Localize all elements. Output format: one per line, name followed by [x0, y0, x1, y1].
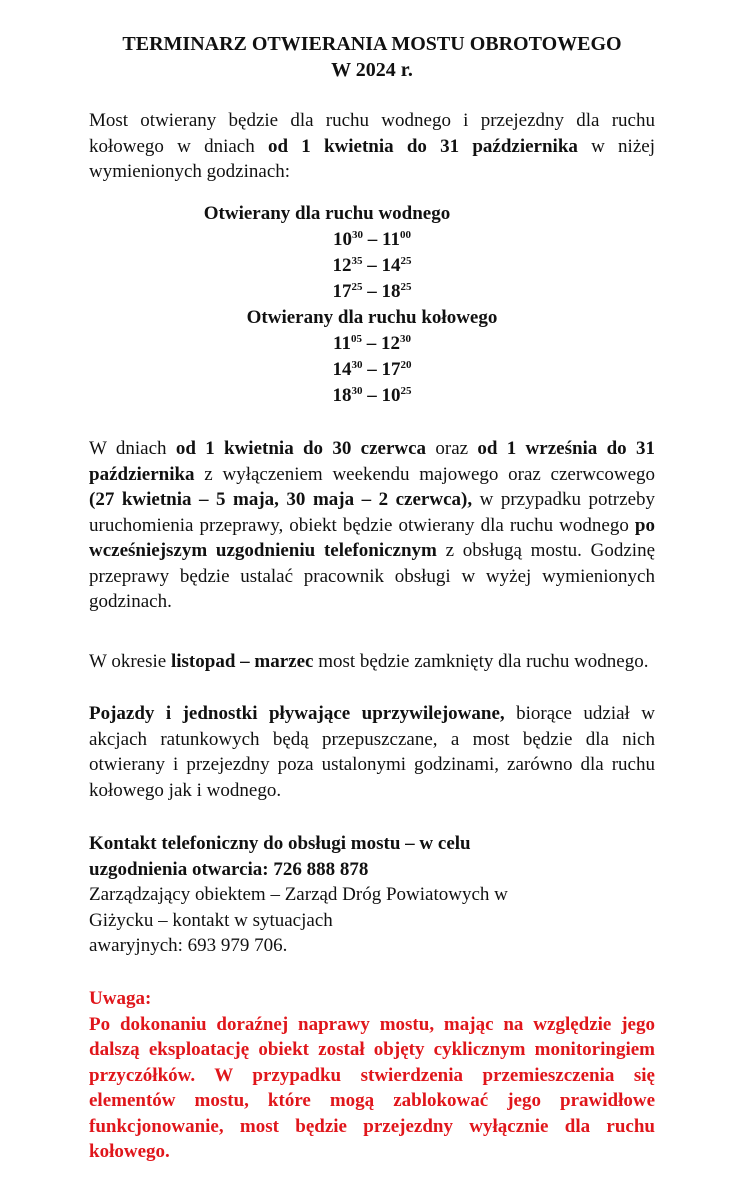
- contact-bold-line-1: Kontakt telefoniczny do obsługi mostu – w celu: [89, 833, 471, 854]
- road-time-slot: $14^{30} - 17^{20}$: [332, 359, 412, 380]
- water-time-slot: $17^{25} - 18^{25}$: [332, 281, 412, 302]
- title-line-2: W 2024 r.: [331, 59, 413, 81]
- road-traffic-header: Otwierany dla ruchu kołowego: [246, 307, 498, 328]
- intro-text-b: w niżej wymienionych godzinach:: [89, 135, 655, 182]
- contact-phone-line: uzgodnienia otwarcia: 726 888 878: [89, 858, 369, 880]
- warning-label: Uwaga:: [89, 988, 152, 1009]
- intro-paragraph: [89, 108, 655, 185]
- intro-text-a: Most otwierany będzie dla ruchu wodnego i przejezdny dla ruchu kołowego w dniach: [89, 110, 655, 157]
- priority-vehicles-paragraph: Pojazdy i jednostki pływające uprzywilejowane, biorące udział w akcjach ratunkowych będą przepuszczane, a most będzie dla nich otwierany i przejezdny poza ustalonymi godzinami, zarówno dla ruchu kołowego jak i wodnego.: [89, 703, 655, 801]
- document-title: [0, 31, 744, 83]
- water-traffic-header: Otwierany dla ruchu wodnego: [203, 203, 451, 224]
- water-time-slot: $12^{35} - 14^{25}$: [332, 255, 412, 276]
- road-time-slot: $18^{30} - 10^{25}$: [332, 385, 412, 406]
- road-time-slot: $11^{05} - 12^{30}$: [333, 333, 411, 354]
- title-line-1: TERMINARZ OTWIERANIA MOSTU OBROTOWEGO: [122, 33, 622, 55]
- contact-section: [89, 831, 655, 959]
- period-paragraph: W dniach od 1 kwietnia do 30 czerwca oraz od 1 września do 31 października z wyłączeniem weekendu majowego oraz czerwcowego (27 kwietnia – 5 maja, 30 maja – 2 czerwca), w przypadku potrzeby uruchomienia przeprawy, obiekt będzie otwierany dla ruchu wodnego po wcześniejszym uzgodnieniu telefonicznym z obsługą mostu. Godzinę przeprawy będzie ustalać pracownik obsługi w wyżej wymienionych godzinach.: [89, 438, 656, 612]
- winter-closure-paragraph: W okresie listopad – marzec most będzie zamknięty dla ruchu wodnego.: [89, 651, 649, 672]
- contact-line-3: Zarządzający obiektem – Zarząd Dróg Powiatowych w: [89, 884, 508, 905]
- intro-date-range: od 1 kwietnia do 31 października: [267, 135, 578, 157]
- opening-schedule: [89, 201, 655, 409]
- contact-emergency-line: awaryjnych: 693 979 706.: [89, 935, 288, 956]
- warning-section: [89, 986, 655, 1165]
- water-time-slot: $10^{30} - 11^{00}$: [333, 229, 411, 250]
- contact-line-4: Giżycku – kontakt w sytuacjach: [89, 909, 333, 931]
- warning-text: Po dokonaniu doraźnej naprawy mostu, mając na względzie jego dalszą eksploatację obiekt został objęty cyklicznym monitoringiem przyczółków. W przypadku stwierdzenia przemieszczenia się elementów mostu, które mogą zablokować jego prawidłowe funkcjonowanie, most będzie przejezdny wyłącznie dla ruchu kołowego.: [89, 1013, 655, 1162]
